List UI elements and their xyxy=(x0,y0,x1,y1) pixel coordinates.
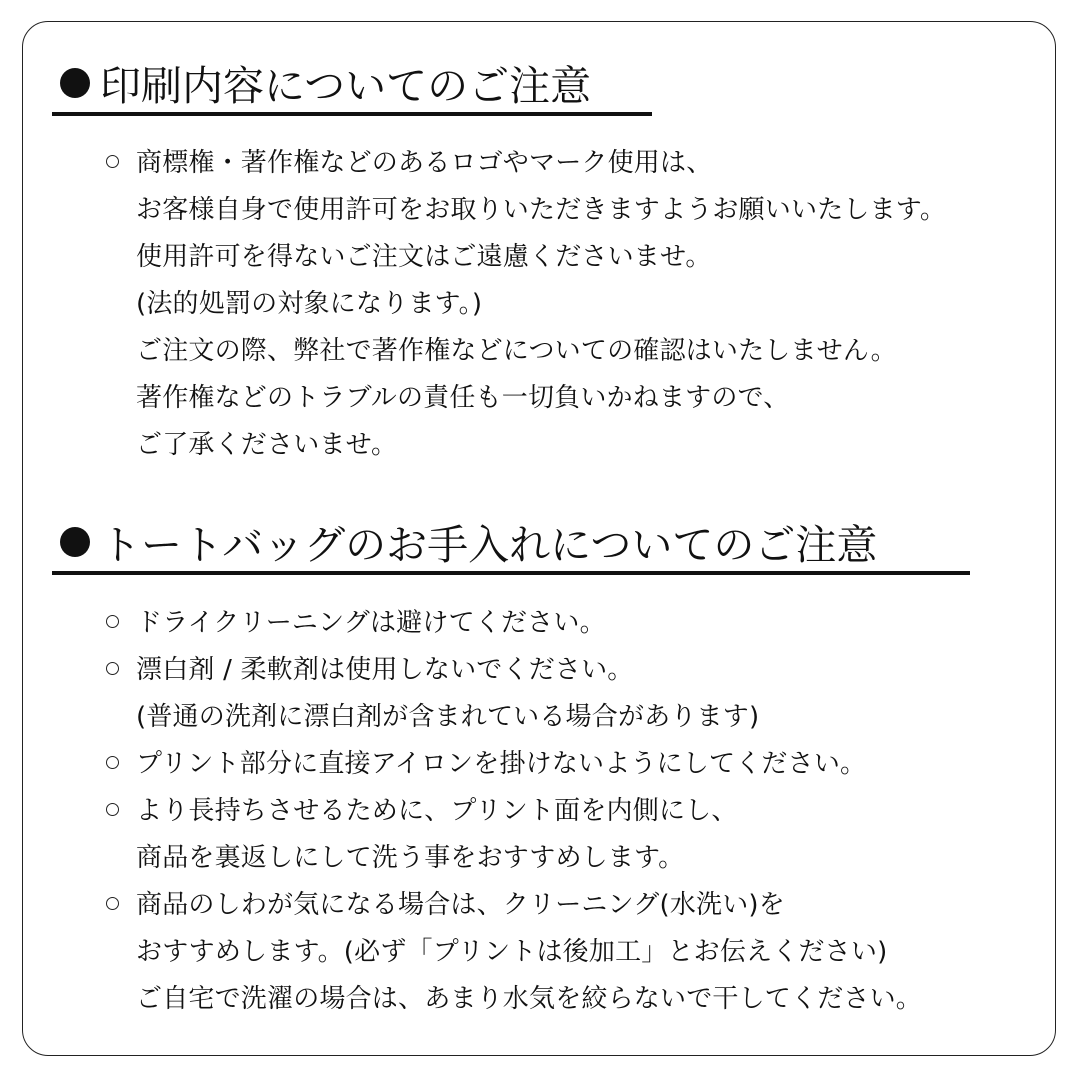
list-item xyxy=(0,281,1080,328)
list-item xyxy=(0,694,1080,741)
list-item xyxy=(0,788,1080,835)
bullet-dot-icon xyxy=(60,68,90,98)
list-item-text: 著作権などのトラブルの責任も一切負いかねますので、 xyxy=(136,383,790,413)
list-item xyxy=(0,647,1080,694)
list-item xyxy=(0,234,1080,281)
list-item xyxy=(0,929,1080,976)
circle-bullet-icon xyxy=(106,662,119,675)
list-item-text: プリント部分に直接アイロンを掛けないようにしてください。 xyxy=(136,749,867,779)
section-title-text: トートバッグのお手入れについてのご注意 xyxy=(100,521,878,569)
list-item-text: より長持ちさせるために、プリント面を内側にし、 xyxy=(136,796,738,826)
list-item-text: (普通の洗剤に漂白剤が含まれている場合があります) xyxy=(136,702,760,732)
circle-bullet-icon xyxy=(106,897,119,910)
list-item xyxy=(0,422,1080,469)
circle-bullet-icon xyxy=(106,615,119,628)
list-item xyxy=(0,328,1080,375)
circle-bullet-icon xyxy=(106,803,119,816)
list-item-text: ご了承くださいませ。 xyxy=(136,430,398,460)
bullet-dot-icon xyxy=(60,527,90,557)
list-item xyxy=(0,140,1080,187)
circle-bullet-icon xyxy=(106,155,119,168)
list-item-text: 商品のしわが気になる場合は、クリーニング(水洗い)を xyxy=(136,890,785,920)
list-item-text: お客様自身で使用許可をお取りいただきますようお願いいたします。 xyxy=(136,195,947,225)
list-item-text: おすすめします。(必ず「プリントは後加工」とお伝えください) xyxy=(136,937,888,967)
circle-bullet-icon xyxy=(106,756,119,769)
section-underline xyxy=(52,112,652,116)
print-content-notes xyxy=(0,140,1080,469)
list-item-text: ドライクリーニングは避けてください。 xyxy=(136,608,606,638)
list-item-text: 使用許可を得ないご注文はご遠慮くださいませ。 xyxy=(136,242,712,272)
section-title-print-content xyxy=(54,62,591,110)
tote-care-notes xyxy=(0,600,1080,1023)
list-item xyxy=(0,835,1080,882)
section-title-tote-care xyxy=(54,521,877,569)
list-item-text: 漂白剤 / 柔軟剤は使用しないでください。 xyxy=(136,655,634,685)
section-underline xyxy=(52,571,970,575)
section-title-text: 印刷内容についてのご注意 xyxy=(100,62,592,110)
list-item-text: (法的処罰の対象になります。) xyxy=(136,289,483,319)
list-item-text: ご自宅で洗濯の場合は、あまり水気を絞らないで干してください。 xyxy=(136,984,923,1014)
list-item xyxy=(0,375,1080,422)
list-item xyxy=(0,976,1080,1023)
list-item xyxy=(0,741,1080,788)
list-item xyxy=(0,187,1080,234)
list-item-text: 商標権・著作権などのあるロゴやマーク使用は、 xyxy=(136,148,713,178)
list-item xyxy=(0,600,1080,647)
list-item-text: ご注文の際、弊社で著作権などについての確認はいたしません。 xyxy=(136,336,897,366)
list-item xyxy=(0,882,1080,929)
list-item-text: 商品を裏返しにして洗う事をおすすめします。 xyxy=(136,843,685,873)
